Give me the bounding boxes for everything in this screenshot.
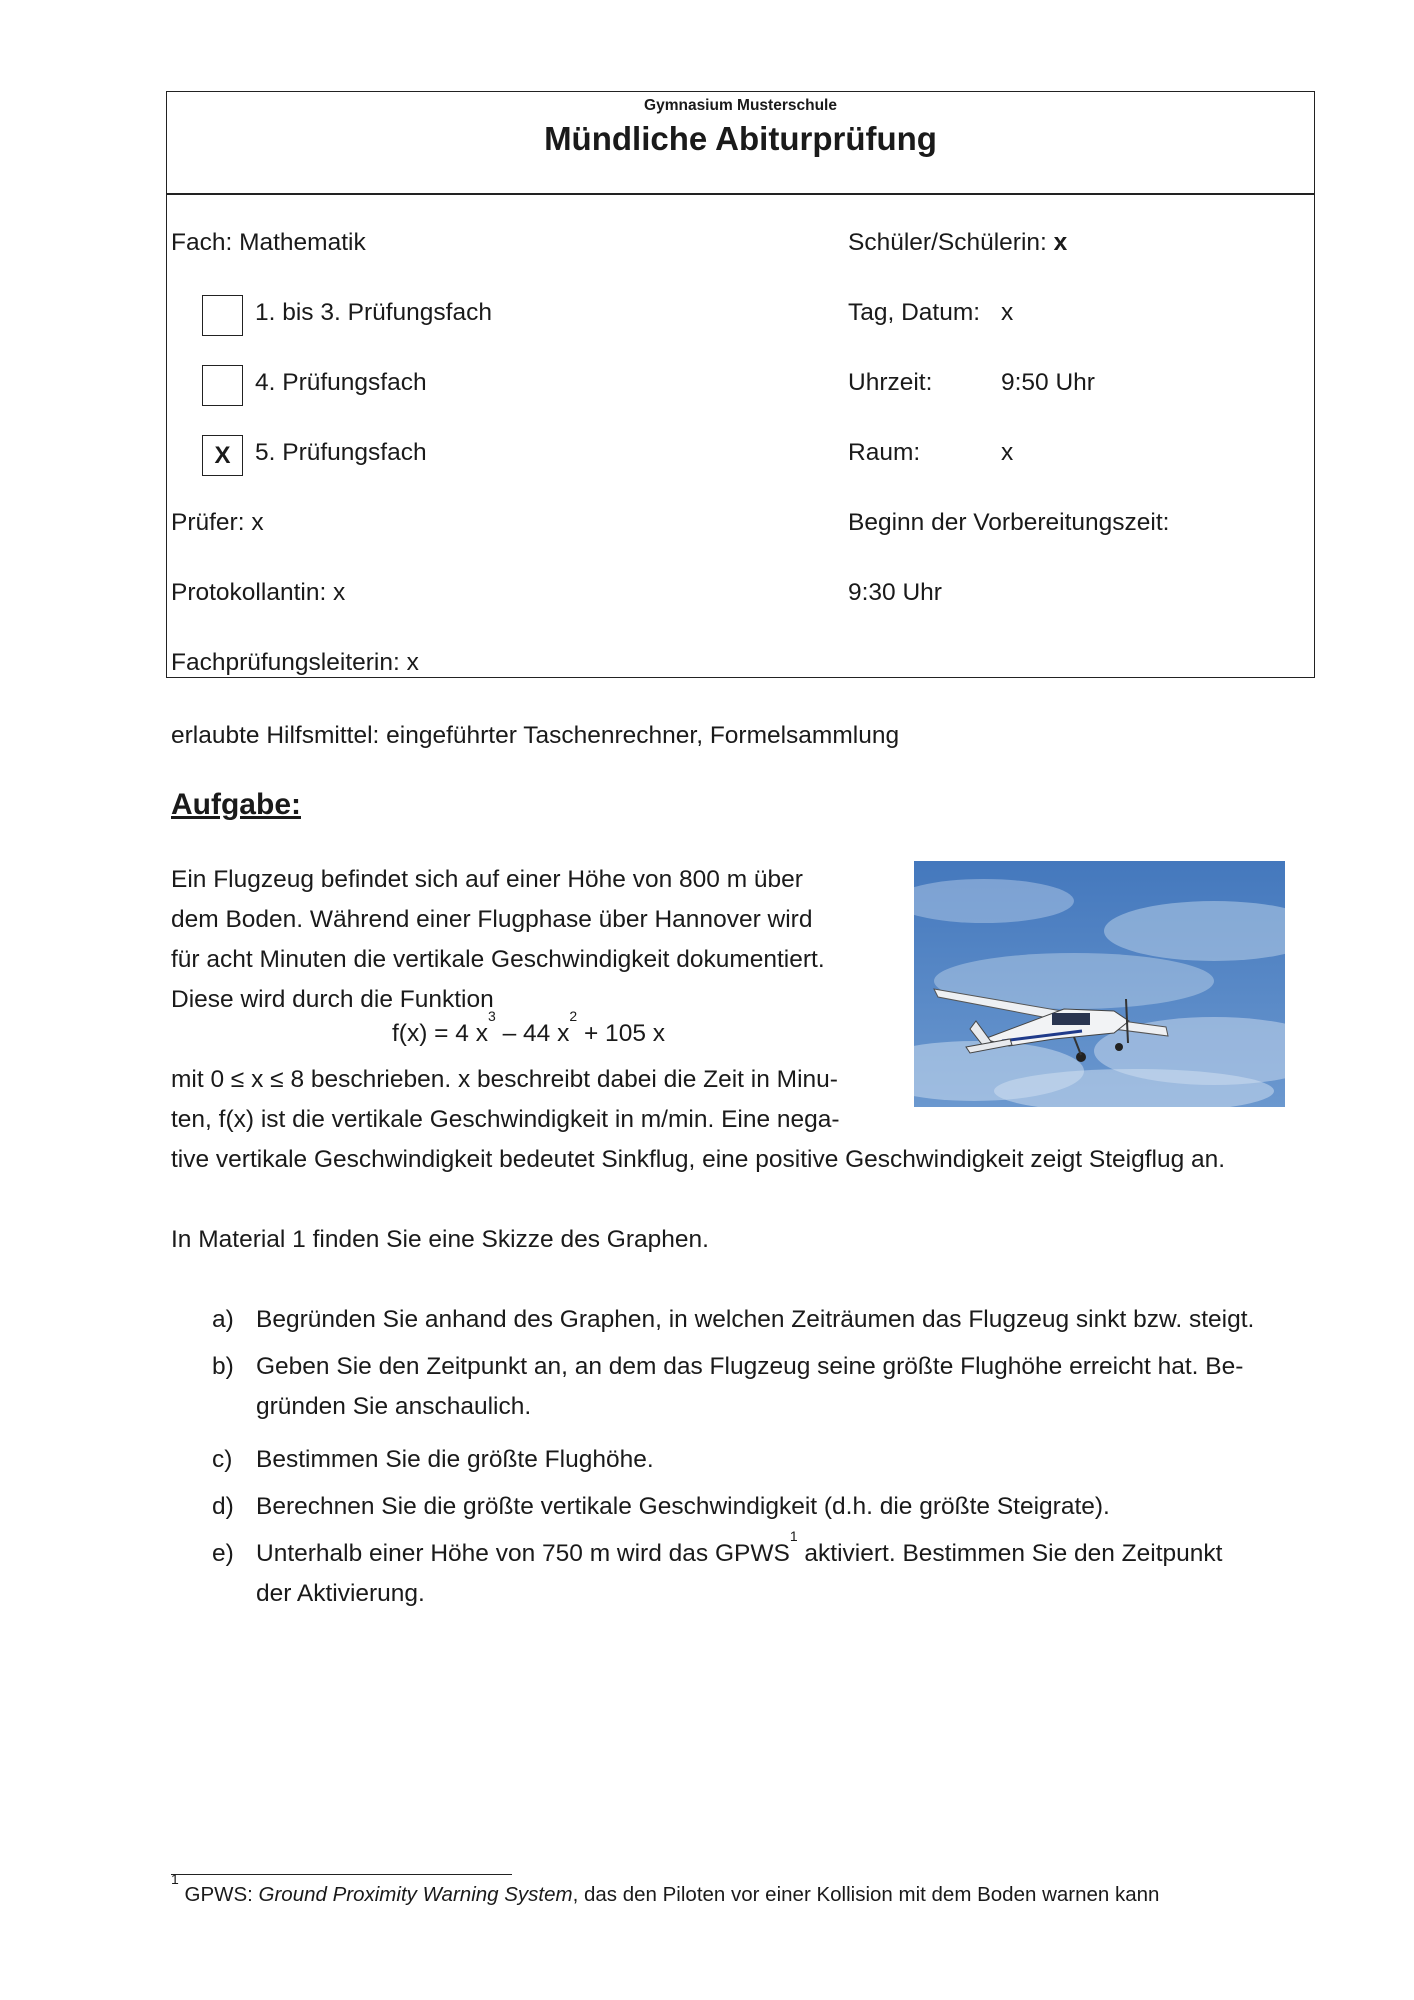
description-line: ten, f(x) ist die vertikale Geschwindigkeit in m/min. Eine nega- bbox=[171, 1106, 840, 1133]
date-label: Tag, Datum: bbox=[848, 299, 981, 326]
subtask-letter: c) bbox=[212, 1446, 233, 1473]
formula-exponent: 2 bbox=[569, 1008, 578, 1024]
checkbox-option-1[interactable] bbox=[202, 295, 243, 336]
prep-time-label: Beginn der Vorbereitungszeit: bbox=[848, 509, 1170, 536]
student-field bbox=[848, 229, 1067, 257]
prep-time-value: 9:30 Uhr bbox=[848, 579, 942, 606]
time-value: 9:50 Uhr bbox=[1001, 369, 1095, 396]
subject-field: Fach: Mathematik bbox=[171, 229, 366, 256]
option-label-1: 1. bis 3. Prüfungsfach bbox=[255, 299, 492, 326]
date-value: x bbox=[1001, 299, 1014, 326]
option-label-3: 5. Prüfungsfach bbox=[255, 439, 427, 466]
footnote-term: Ground Proximity Warning System bbox=[258, 1883, 573, 1906]
formula-part: f(x) = 4 x bbox=[392, 1020, 488, 1047]
description-line: tive vertikale Geschwindigkeit bedeutet Sinkflug, eine positive Geschwindigkeit zeigt Steigflug an. bbox=[171, 1146, 1226, 1173]
formula-exponent: 3 bbox=[487, 1008, 496, 1024]
chair-field: Fachprüfungsleiterin: x bbox=[171, 649, 419, 676]
subtask-text: der Aktivierung. bbox=[256, 1580, 425, 1607]
intro-line: für acht Minuten die vertikale Geschwindigkeit dokumentiert. bbox=[171, 946, 825, 973]
recorder-field: Protokollantin: x bbox=[171, 579, 346, 606]
subtask-letter: b) bbox=[212, 1353, 234, 1380]
exam-header-box bbox=[166, 91, 1315, 678]
function-formula bbox=[392, 1008, 665, 1048]
footnote-reference[interactable]: 1 bbox=[789, 1528, 798, 1544]
intro-line: dem Boden. Während einer Flugphase über Hannover wird bbox=[171, 906, 813, 933]
checkbox-option-2[interactable] bbox=[202, 365, 243, 406]
material-note: In Material 1 finden Sie eine Skizze des Graphen. bbox=[171, 1226, 709, 1253]
subtask-text-part: Unterhalb einer Höhe von 750 m wird das GPWS bbox=[256, 1540, 790, 1567]
student-label: Schüler/Schülerin: bbox=[848, 229, 1054, 256]
school-name: Gymnasium Musterschule bbox=[644, 97, 837, 114]
intro-line: Diese wird durch die Funktion bbox=[171, 986, 494, 1013]
footnote bbox=[171, 1871, 1160, 1907]
title-row bbox=[167, 92, 1314, 195]
exam-title: Mündliche Abiturprüfung bbox=[544, 120, 937, 157]
allowed-aids: erlaubte Hilfsmittel: eingeführter Taschenrechner, Formelsammlung bbox=[171, 722, 900, 749]
subtask-text bbox=[256, 1528, 1223, 1568]
footnote-prefix: GPWS: bbox=[178, 1883, 259, 1906]
subtask-letter: e) bbox=[212, 1540, 234, 1567]
footnote-mark: 1 bbox=[171, 1871, 179, 1887]
option-label-2: 4. Prüfungsfach bbox=[255, 369, 427, 396]
room-value: x bbox=[1001, 439, 1014, 466]
task-heading: Aufgabe: bbox=[171, 788, 301, 821]
subtask-text: Begründen Sie anhand des Graphen, in welchen Zeiträumen das Flugzeug sinkt bzw. steigt. bbox=[256, 1306, 1255, 1333]
student-value: x bbox=[1053, 229, 1068, 256]
room-label: Raum: bbox=[848, 439, 921, 466]
footnote-separator bbox=[171, 1874, 512, 1875]
subtask-letter: a) bbox=[212, 1306, 234, 1333]
subtask-text: Berechnen Sie die größte vertikale Geschwindigkeit (d.h. die größte Steigrate). bbox=[256, 1493, 1110, 1520]
subtask-text: gründen Sie anschaulich. bbox=[256, 1393, 532, 1420]
airplane-photo bbox=[914, 861, 1285, 1107]
subtask-letter: d) bbox=[212, 1493, 234, 1520]
formula-part: – 44 x bbox=[495, 1020, 570, 1047]
examiner-field: Prüfer: x bbox=[171, 509, 264, 536]
subtask-text: Bestimmen Sie die größte Flughöhe. bbox=[256, 1446, 654, 1473]
intro-line: Ein Flugzeug befindet sich auf einer Höhe von 800 m über bbox=[171, 866, 803, 893]
time-label: Uhrzeit: bbox=[848, 369, 933, 396]
description-line: mit 0 ≤ x ≤ 8 beschrieben. x beschreibt dabei die Zeit in Minu- bbox=[171, 1066, 838, 1093]
footnote-suffix: , das den Piloten vor einer Kollision mit dem Boden warnen kann bbox=[572, 1883, 1160, 1906]
subtask-text-part: aktiviert. Bestimmen Sie den Zeitpunkt bbox=[797, 1540, 1223, 1567]
formula-part: + 105 x bbox=[577, 1020, 665, 1047]
subtask-text: Geben Sie den Zeitpunkt an, an dem das Flugzeug seine größte Flughöhe erreicht hat. Be- bbox=[256, 1353, 1244, 1380]
checkbox-option-3[interactable]: X bbox=[202, 435, 243, 476]
